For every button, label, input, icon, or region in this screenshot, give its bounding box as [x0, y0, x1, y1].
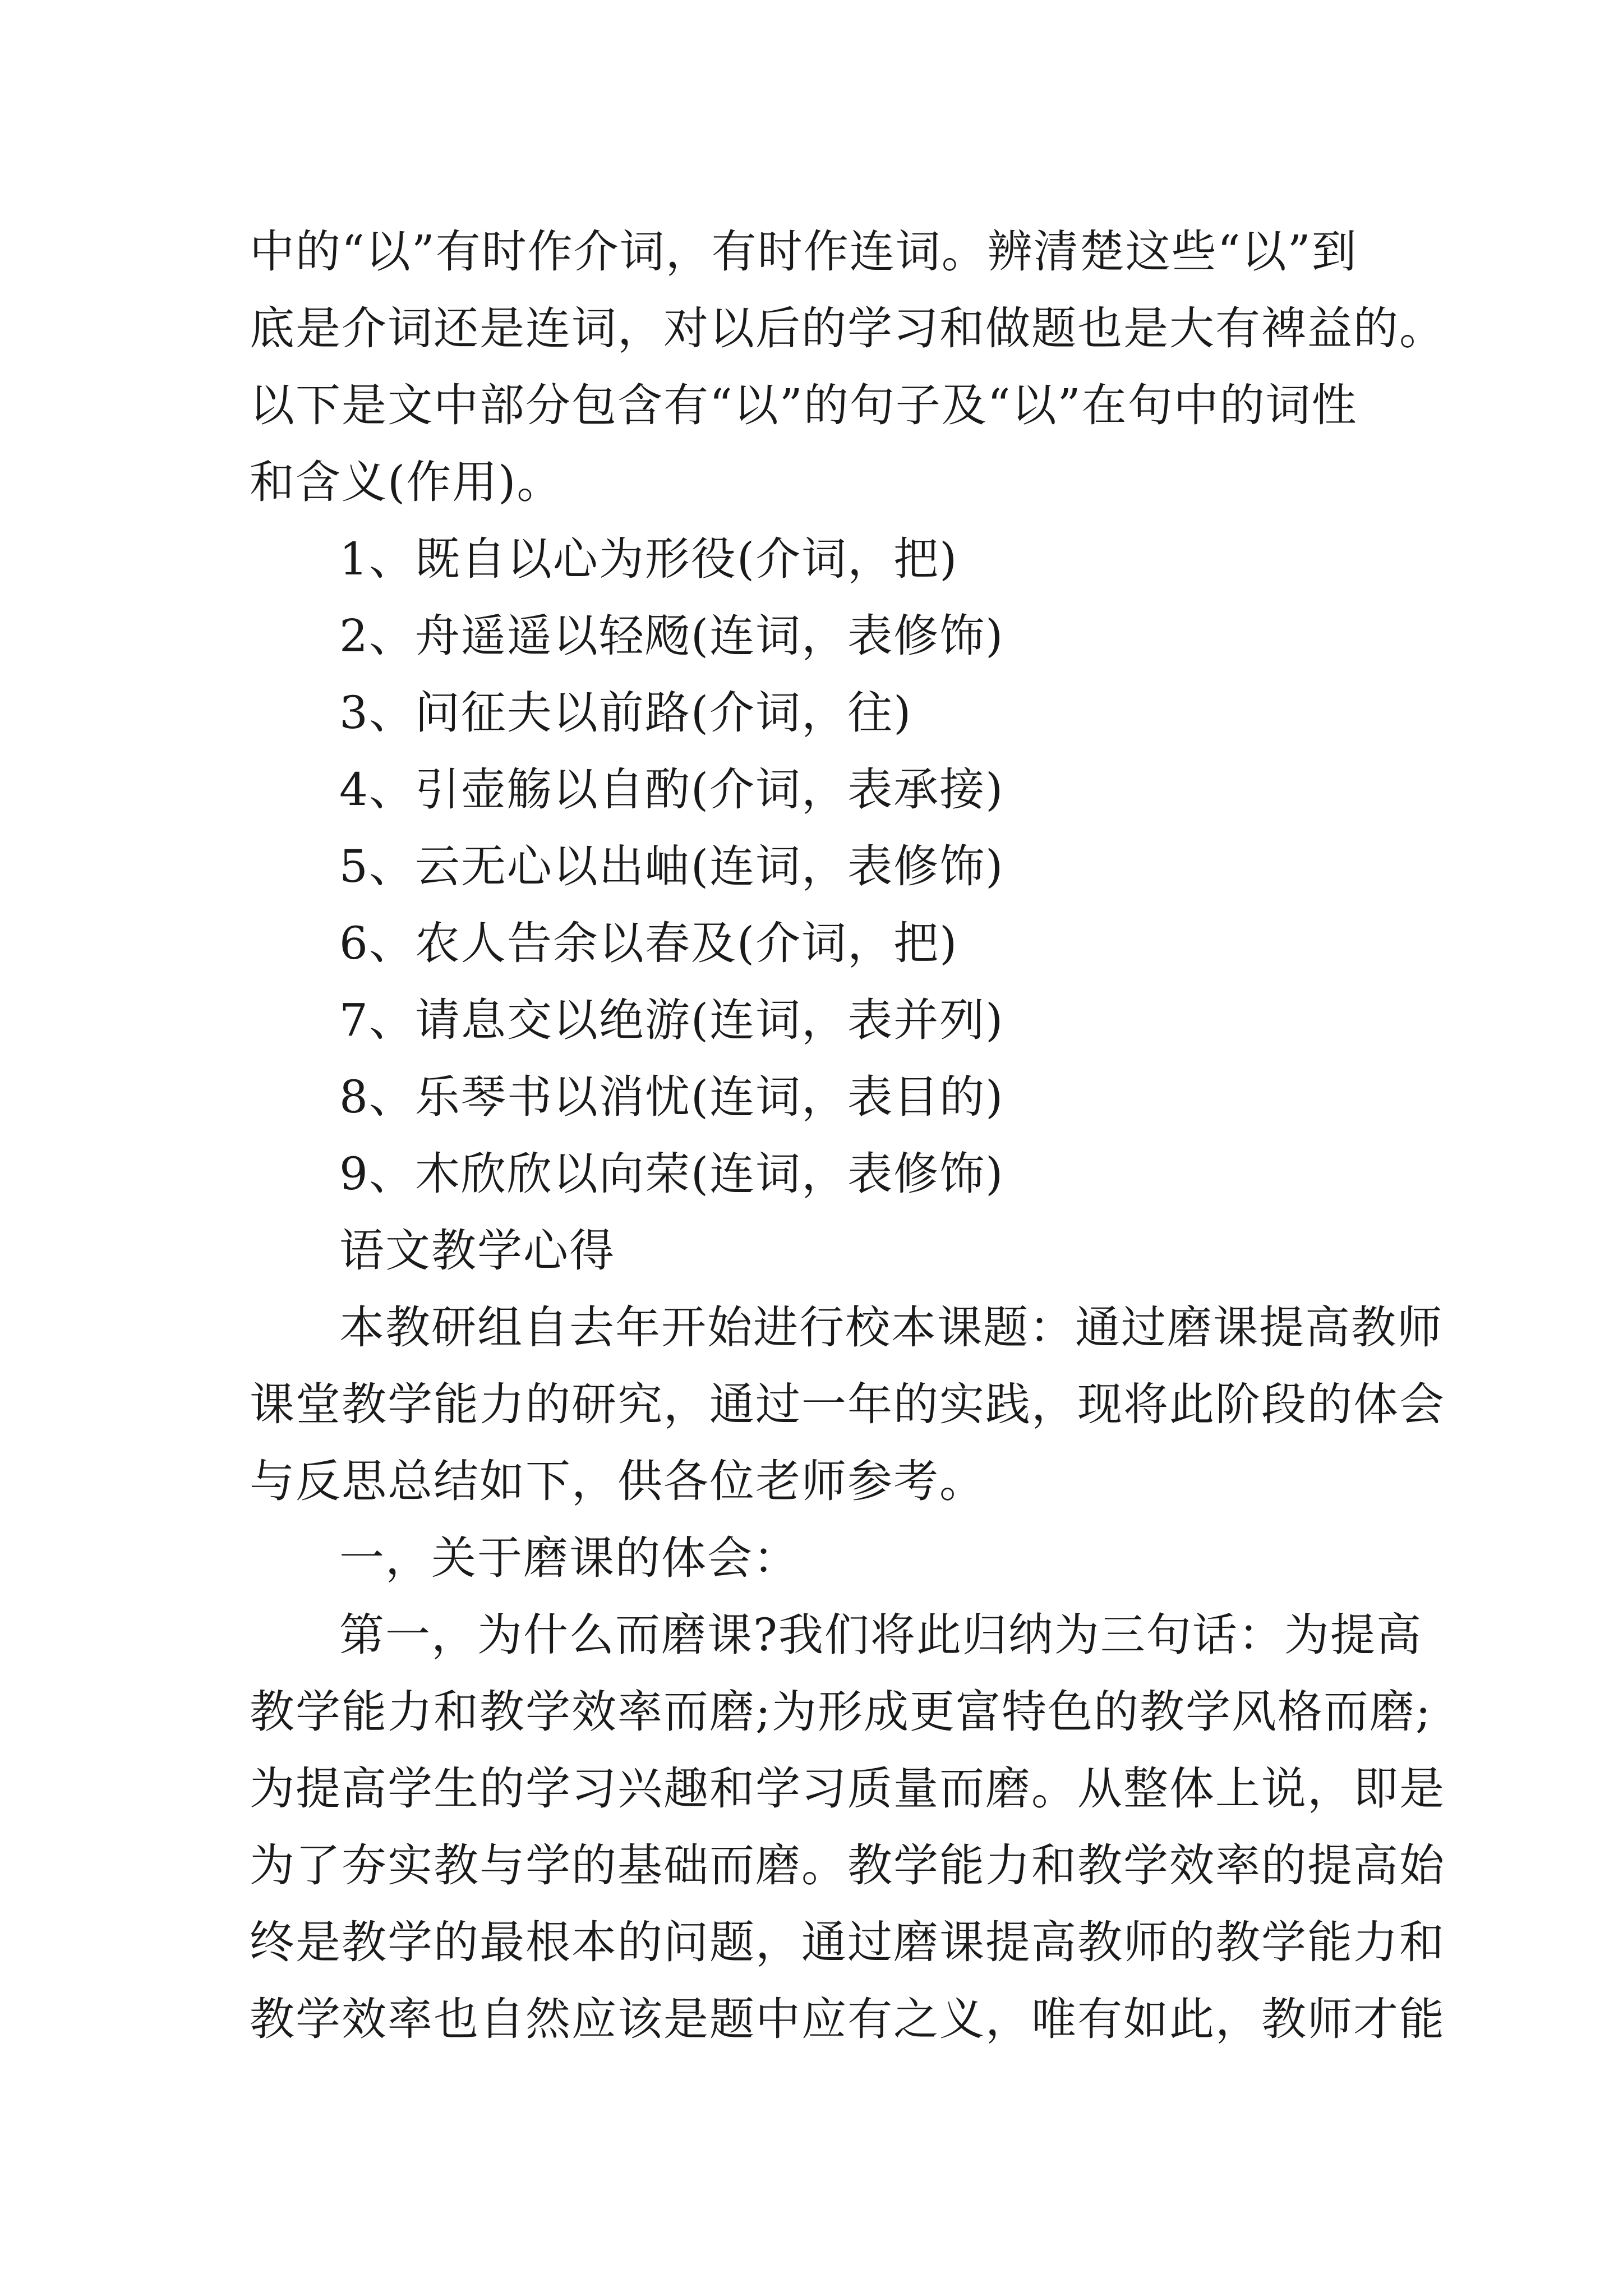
- heading: 一，关于磨课的体会：: [339, 1532, 799, 1584]
- text-line: 底是介词还是连词，对以后的学习和做题也是大有裨益的。: [250, 302, 1445, 355]
- example-item: 3、问征夫以前路(介词，往): [339, 687, 912, 739]
- text-line: 和含义(作用)。: [250, 456, 563, 508]
- text-line: 课堂教学能力的研究，通过一年的实践，现将此阶段的体会: [250, 1378, 1445, 1430]
- text-line: 与反思总结如下，供各位老师参考。: [250, 1455, 985, 1507]
- text-line: 第一，为什么而磨课?我们将此归纳为三句话：为提高: [339, 1609, 1422, 1661]
- text-line: 为提高学生的学习兴趣和学习质量而磨。从整体上说，即是: [250, 1763, 1445, 1815]
- text-line: 为了夯实教与学的基础而磨。教学能力和教学效率的提高始: [250, 1839, 1445, 1892]
- text-line: 中的“以”有时作介词，有时作连词。辨清楚这些“以”到: [250, 226, 1358, 278]
- example-item: 2、舟遥遥以轻飏(连词，表修饰): [339, 610, 1004, 662]
- example-item: 6、农人告余以春及(介词，把): [339, 917, 958, 969]
- text-line: 教学效率也自然应该是题中应有之义，唯有如此，教师才能: [250, 1993, 1445, 2045]
- example-item: 9、木欣欣以向荣(连词，表修饰): [339, 1148, 1004, 1200]
- text-line: 本教研组自去年开始进行校本课题：通过磨课提高教师: [339, 1301, 1443, 1354]
- example-item: 8、乐琴书以消忧(连词，表目的): [339, 1071, 1004, 1123]
- example-item: 1、既自以心为形役(介词，把): [339, 533, 958, 585]
- example-item: 5、云无心以出岫(连词，表修饰): [339, 840, 1004, 892]
- text-line: 终是教学的最根本的问题，通过磨课提高教师的教学能力和: [250, 1916, 1445, 1968]
- text-line: 以下是文中部分包含有“以”的句子及“以”在句中的词性: [250, 379, 1358, 431]
- text-line: 教学能力和教学效率而磨;为形成更富特色的教学风格而磨;: [250, 1686, 1432, 1738]
- example-item: 7、请息交以绝游(连词，表并列): [339, 994, 1004, 1046]
- document-body: [250, 213, 1445, 2058]
- example-item: 4、引壶觞以自酌(介词，表承接): [339, 763, 1004, 816]
- section-title: 语文教学心得: [339, 1225, 615, 1277]
